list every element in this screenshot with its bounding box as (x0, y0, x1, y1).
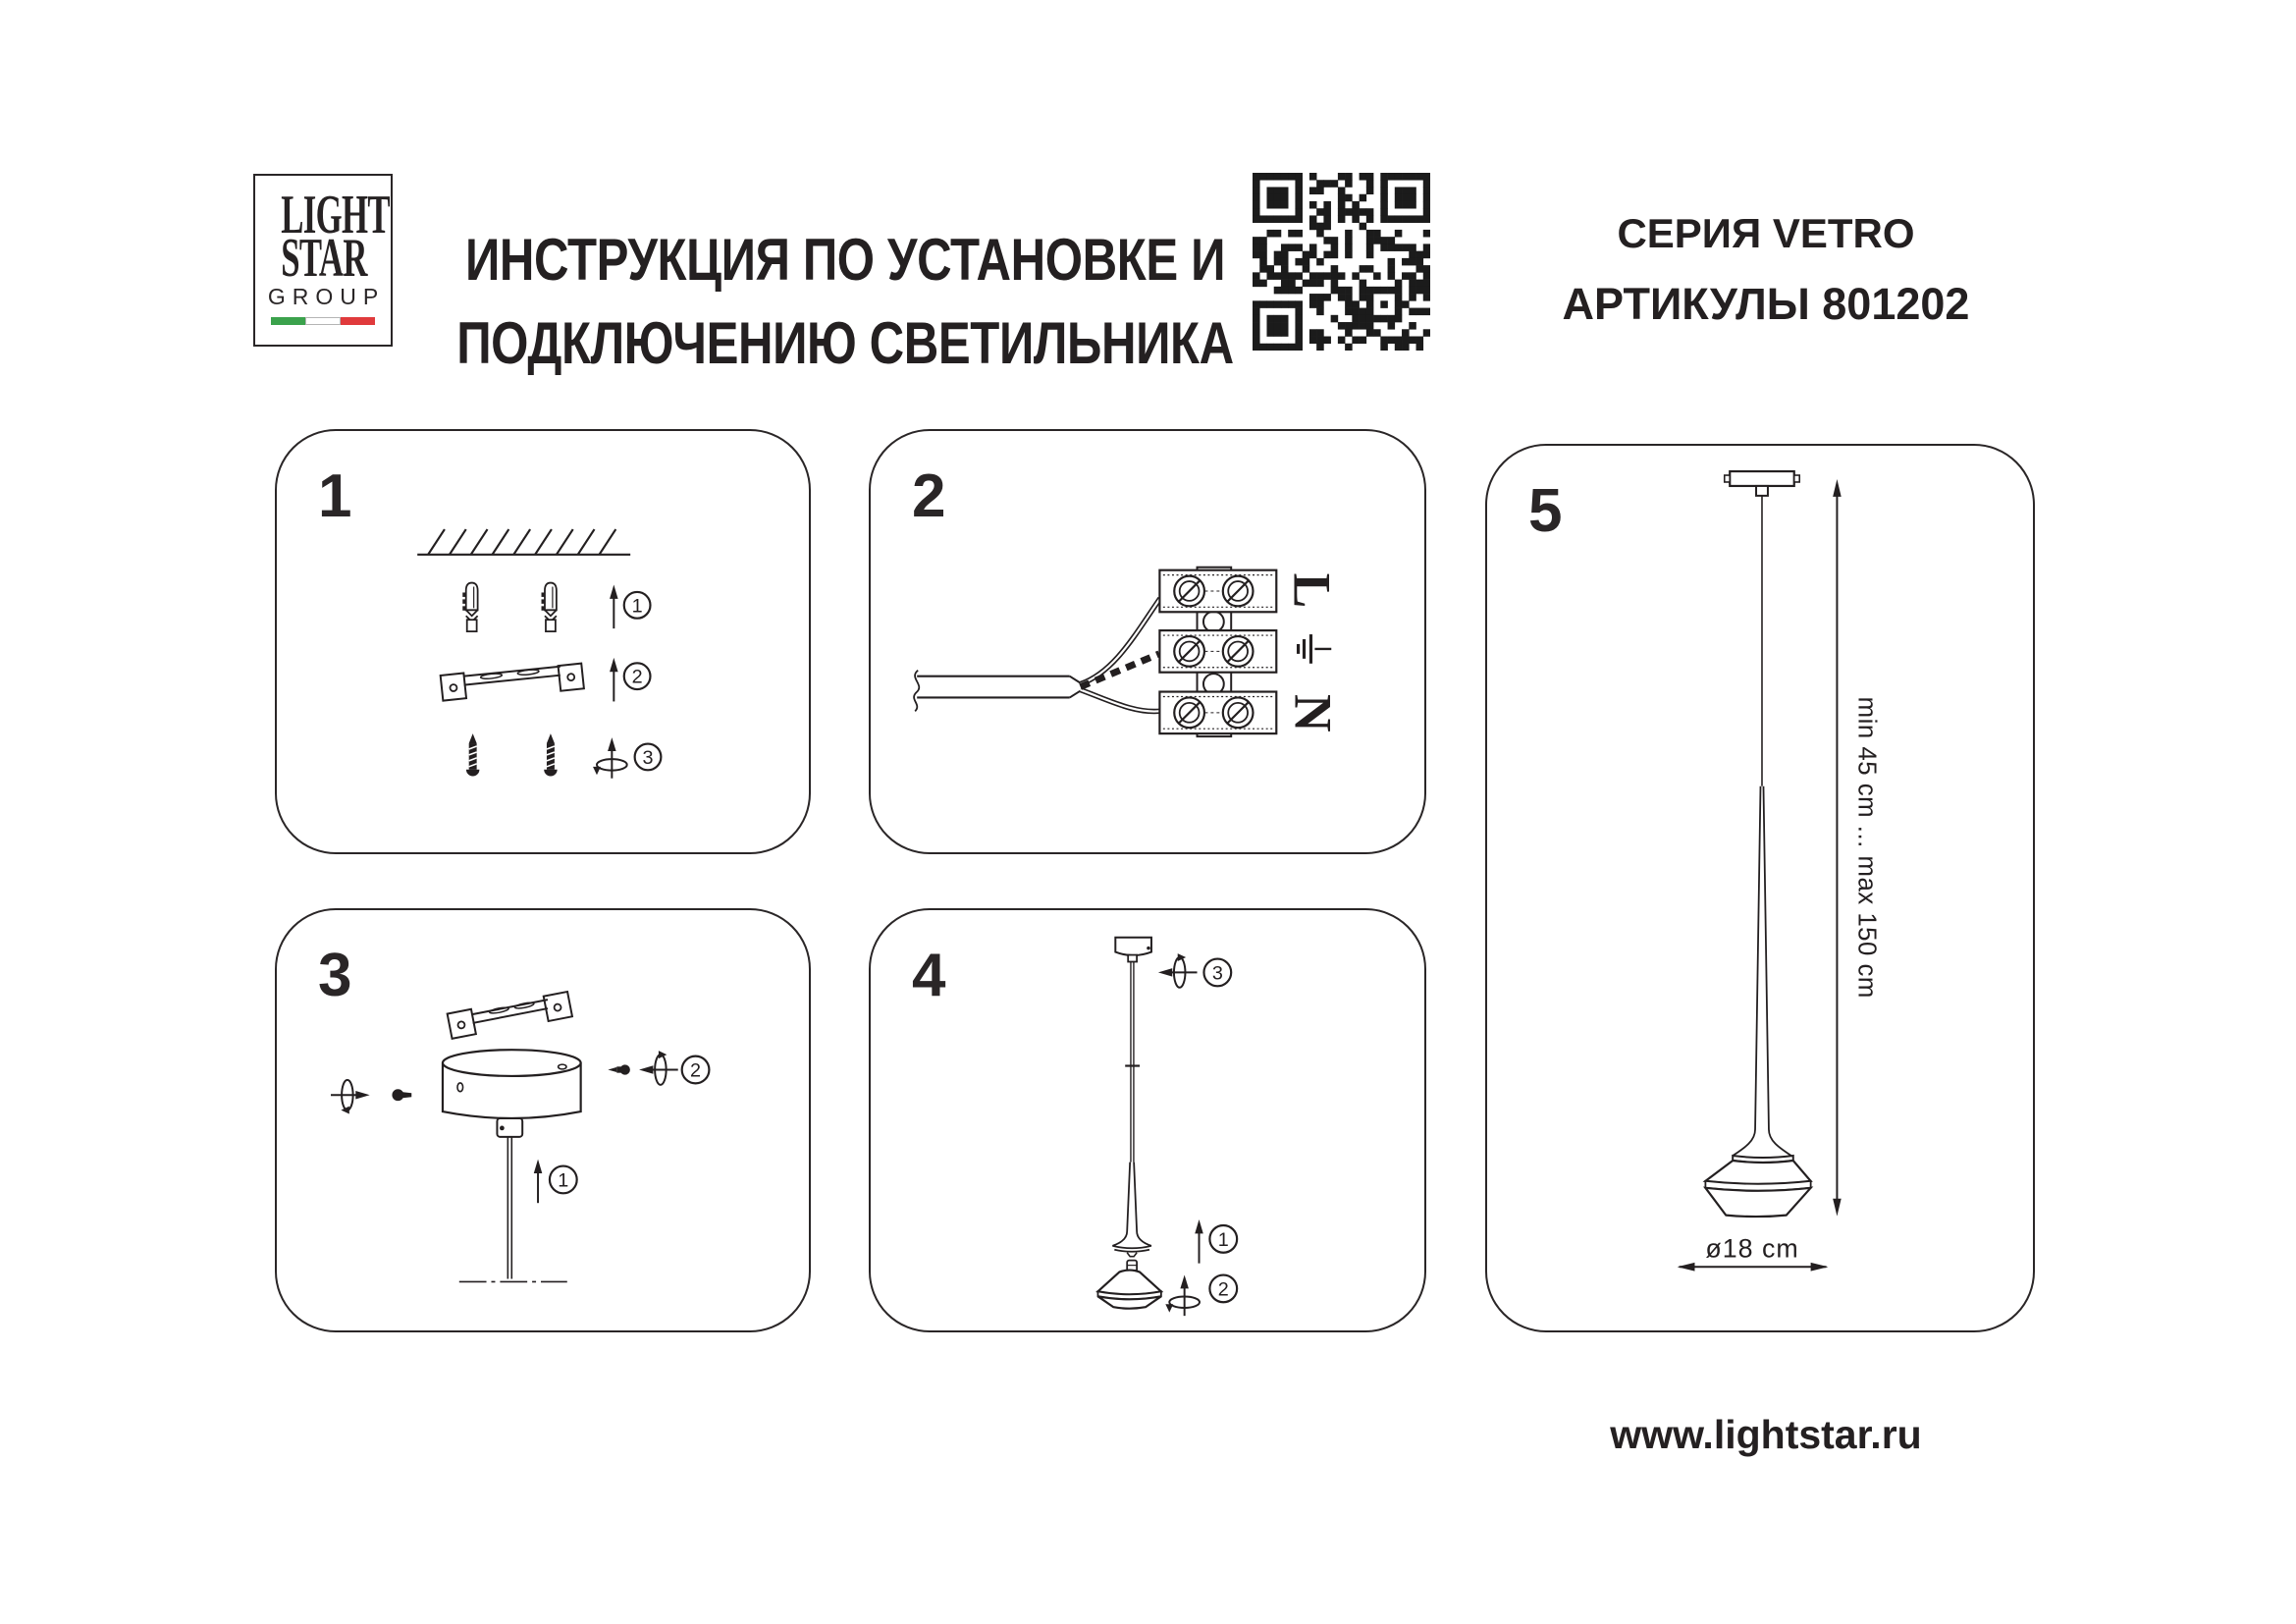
step-number: 1 (1217, 1228, 1229, 1251)
step-number: 2 (1217, 1278, 1229, 1301)
diameter-label: ø18 cm (1705, 1233, 1799, 1264)
overview-panel-5 (1485, 444, 2035, 1332)
dimension-line-vertical (1833, 479, 1842, 1217)
step-number: 3 (642, 746, 654, 769)
panel-number: 1 (318, 462, 352, 530)
step-badge (1203, 959, 1231, 987)
ceiling-hatch (417, 529, 630, 555)
qr-code (1253, 173, 1430, 351)
step-number: 1 (631, 595, 643, 618)
title-line-2: ПОДКЛЮЧЕНИЮ СВЕТИЛЬНИКА (456, 310, 1234, 376)
dowel-icon (542, 583, 557, 632)
step-panel-4 (869, 908, 1426, 1332)
suspension-rod (507, 1137, 511, 1279)
screw-icon (544, 733, 557, 776)
step-badge (624, 663, 651, 689)
pendant-shade (1705, 1156, 1810, 1217)
step-panel-2 (869, 429, 1426, 854)
rotate-icon (331, 1080, 370, 1114)
product-info (1471, 210, 2060, 330)
screw-icon (608, 1064, 629, 1074)
step-badge (1209, 1225, 1237, 1253)
terminal-label-live: L (1282, 572, 1342, 609)
step-number: 2 (690, 1059, 702, 1082)
italy-flag-icon (271, 317, 375, 325)
logo-group: GROUP (267, 284, 386, 309)
glass-stem (1733, 786, 1791, 1156)
rotate-icon (1158, 953, 1198, 988)
panel-number: 3 (318, 942, 352, 1009)
step-number: 2 (631, 666, 643, 688)
coupler (497, 1118, 522, 1137)
step-panel-1 (275, 429, 811, 854)
step-badge (550, 1166, 577, 1194)
logo-light: LIGHT (281, 185, 390, 245)
ceiling-plate (1725, 471, 1799, 496)
power-cable (914, 671, 1081, 712)
up-arrow-icon (534, 1160, 543, 1204)
canopy (443, 1050, 581, 1118)
up-arrow-icon (1195, 1219, 1203, 1264)
step-badge (624, 592, 651, 619)
rotate-icon (639, 1051, 678, 1085)
series-label: СЕРИЯ VETRO (1617, 210, 1915, 256)
step-badge (1209, 1275, 1237, 1303)
mounting-bracket (441, 664, 584, 701)
terminal-block (1159, 568, 1276, 736)
step-badge (682, 1056, 710, 1084)
panel-number: 2 (912, 462, 946, 530)
pendant-shade (1097, 1271, 1160, 1309)
panel-number: 4 (912, 942, 946, 1009)
suspension-rod (1125, 962, 1140, 1163)
up-arrow-icon (610, 658, 618, 702)
glass-stem (1112, 1163, 1151, 1257)
mounting-bracket (448, 992, 572, 1039)
step-badge (635, 744, 662, 771)
dimension-line-horizontal (1678, 1263, 1829, 1272)
page-title (362, 218, 1328, 385)
articles-label: АРТИКУЛЫ 801202 (1562, 279, 1970, 329)
title-line-1: ИНСТРУКЦИЯ ПО УСТАНОВКЕ И (464, 227, 1226, 293)
screw-icon (466, 733, 479, 776)
wire-neutral (1081, 690, 1159, 712)
wire-live (1081, 598, 1160, 683)
canopy (1115, 938, 1151, 962)
height-range-label: min 45 cm ... max 150 cm (1852, 696, 1881, 999)
terminal-label-neutral: N (1283, 694, 1343, 732)
step-panel-3 (275, 908, 811, 1332)
panel-number: 5 (1528, 477, 1563, 545)
earth-symbol-icon (1299, 634, 1332, 664)
logo-star: STAR (281, 228, 367, 289)
dowel-icon (462, 583, 477, 632)
screw-icon (392, 1089, 411, 1101)
rotate-icon (1165, 1275, 1200, 1317)
up-arrow-icon (610, 585, 618, 629)
website-url: www.lightstar.ru (1610, 1412, 1922, 1457)
step-number: 1 (558, 1169, 569, 1192)
step-number: 3 (1211, 962, 1223, 985)
rotate-icon (593, 737, 627, 779)
